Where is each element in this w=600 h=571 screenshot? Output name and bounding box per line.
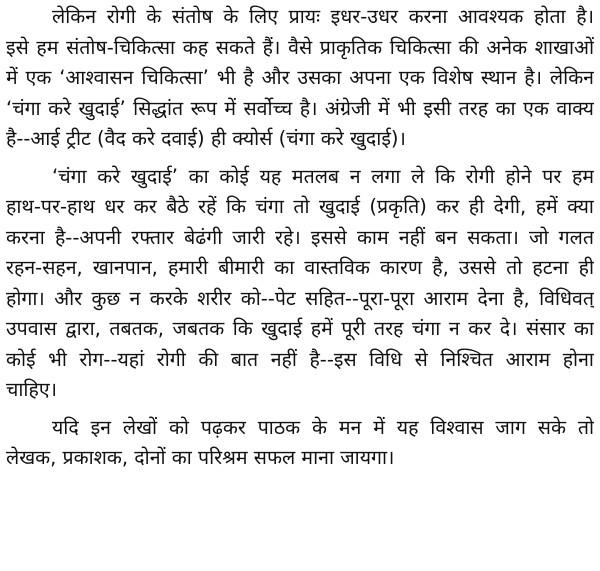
text-line: लेकिन रोगी के संतोष के लिए प्रायः इधर-उधर करना आवश्यक होता है। [52,5,594,28]
text-line: इसे हम संतोष-चिकित्सा कह सकते हैं। वैसे प्राकृतिक चिकित्सा की अनेक शाखाओं [6,35,594,59]
paragraph-3 [6,413,594,474]
text-line: ‘चंगा करे खुदाई’ का कोई यह मतलब न लगा ले कि रोगी होने पर हम [52,164,594,188]
text-line: उपवास द्वारा, तबतक, जबतक कि खुदाई हमें पूरी तरह चंगा न कर दे। संसार का [6,317,594,340]
text-line: चाहिए। [6,378,58,401]
text-line: में एक ‘आश्वासन चिकित्सा’ भी है और उसका अपना एक विशेष स्थान है। लेकिन [6,66,594,89]
text-line: हाथ-पर-हाथ धर कर बैठे रहें कि चंगा तो खुदाई (प्रकृति) कर ही देगी, हमें क्या [6,195,594,218]
paragraph-1 [6,2,594,155]
text-line: करना है--अपनी रफ्तार बेढंगी जारी रहे। इससे काम नहीं बन सकता। जो गलत [6,225,594,249]
text-line: होगा। और कुछ न करके शरीर को--पेट सहित--पूरा-पूरा आराम देना है, विधिवत् [6,286,594,310]
text-line: कोई भी रोग--यहां रोगी की बात नहीं है--इस विधि से निश्चित आराम होना [6,347,594,371]
text-line: लेखक, प्रकाशक, दोनों का परिश्रम सफल माना जायगा। [6,446,395,469]
text-line: ‘चंगा करे खुदाई’ सिद्धांत रूप में सर्वोच्च है। अंग्रेजी में भी इसी तरह का एक वाक्य [6,96,594,120]
text-line: है--आई ट्रीट (वैद करे दवाई) ही क्योर्स (चंगा करे खुदाई)। [6,127,406,150]
text-line: यदि इन लेखों को पढ़कर पाठक के मन में यह विश्वास जाग सके तो [52,415,594,439]
paragraph-2 [6,162,594,406]
text-line: रहन-सहन, खानपान, हमारी बीमारी का वास्तविक कारण है, उससे तो हटना ही [6,256,594,279]
